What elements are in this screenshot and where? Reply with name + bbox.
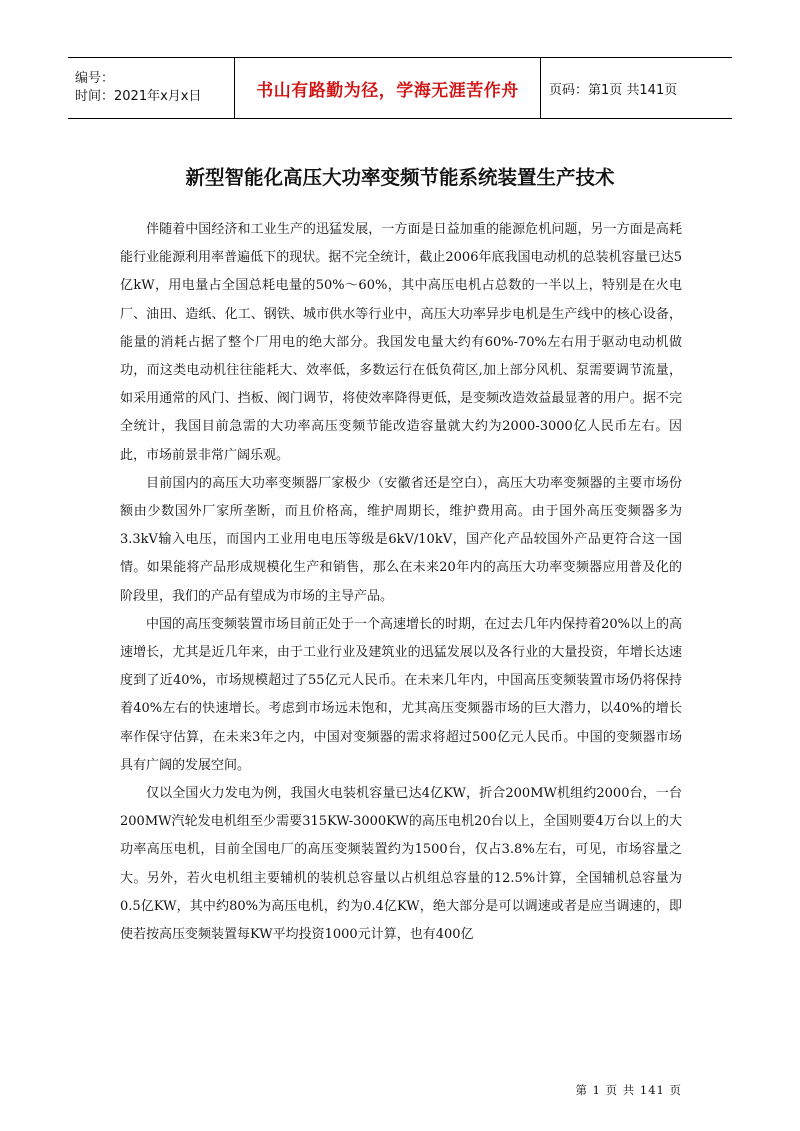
paragraph: 中国的高压变频装置市场目前正处于一个高速增长的时期，在过去几年内保持着20%以上的高速增长，尤其是近几年来，由于工业行业及建筑业的迅猛发展以及各行业的大量投资，年增长达速度到了近40%，市场规模超过了55亿元人民币。在未来几年内，中国高压变频装置市场仍将保持着40%左右的快速增长。考虑到市场远未饱和，尤其高压变频器市场的巨大潜力，以40%的增长率作保守估算，在未来3年之内，中国对变频器的需求将超过500亿元人民币。中国的变频器市场具有广阔的发展空间。 [120,616,682,773]
paragraph: 目前国内的高压大功率变频器厂家极少（安徽省还是空白），高压大功率变频器的主要市场份额由少数国外厂家所垄断，而且价格高，维护周期长，维护费用高。由于国外高压变频器多为3.3kV输入电压，而国内工业用电电压等级是6kV/10kV，国产化产品较国外产品更符合这一国情。如果能将产品形成规模化生产和销售，那么在未来20年内的高压大功率变频器应用普及化的阶段里，我们的产品有望成为市场的主导产品。 [120,475,682,604]
document-body [120,216,682,949]
motto-text: 书山有路勤为径，学海无涯苦作舟 [256,80,519,101]
document-title: 新型智能化高压大功率变频节能系统装置生产技术 [185,166,615,189]
header-meta [68,58,234,118]
header-page-info-cell [541,58,732,118]
header-motto-cell [234,58,541,118]
paragraph: 仅以全国火力发电为例，我国火电装机容量已达4亿KW，折合200MW机组约2000台，一台200MW汽轮发电机组至少需要315KW-3000KW的高压电机20台以上，全国则要4万台以上的大功率高压电机，目前全国电厂的高压变频装置约为1500台，仅占3.8%左右，可见，市场容量之大。另外，若火电机组主要辅机的装机总容量以占机组总容量的12.5%计算，全国辅机总容量为0.5亿KW，其中约80%为高压电机，约为0.4亿KW，绝大部分是可以调速或者是应当调速的，即使若按高压变频装置每KW平均投资1000元计算，也有400亿 [120,786,682,943]
paragraph: 伴随着中国经济和工业生产的迅猛发展，一方面是日益加重的能源危机问题，另一方面是高耗能行业能源利用率普遍低下的现状。据不完全统计，截止2006年底我国电动机的总装机容量已达5亿kW，用电量占全国总耗电量的50%～60%，其中高压电机占总数的一半以上，特别是在火电厂、油田、造纸、化工、钢铁、城市供水等行业中，高压大功率异步电机是生产线中的核心设备，能量的消耗占据了整个厂用电的绝大部分。我国发电量大约有60%-70%左右用于驱动电动机做功，而这类电动机往往能耗大、效率低，多数运行在低负荷区,加上部分风机、泵需要调节流量，如采用通常的风门、挡板、阀门调节，将使效率降得更低，是变频改造效益最显著的用户。据不完全统计，我国目前急需的大功率高压变频节能改造容量就大约为2000-3000亿人民币左右。因此，市场前景非常广阔乐观。 [120,222,682,463]
page-info: 页码：第1页 共141页 [549,82,678,98]
document-time: 时间：2021年x月x日 [75,89,202,104]
document-number-label: 编号： [75,71,115,86]
header-table [68,57,732,119]
page-footer: 第 1 页 共 141 页 [575,1083,682,1097]
